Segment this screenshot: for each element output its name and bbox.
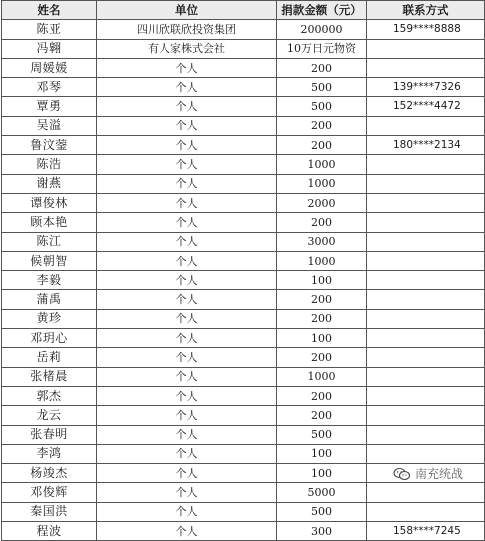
cell-name: 鲁汶蓥	[2, 136, 97, 155]
cell-name: 谭俊林	[2, 193, 97, 212]
table-row	[2, 309, 485, 328]
cell-unit: 个人	[97, 348, 277, 367]
cell-name: 冯翱	[2, 39, 97, 58]
cell-name: 张春明	[2, 425, 97, 444]
cell-name: 邓琴	[2, 78, 97, 97]
table-row	[2, 116, 485, 135]
table-row	[2, 232, 485, 251]
cell-amount: 200	[277, 213, 367, 232]
cell-unit: 个人	[97, 290, 277, 309]
cell-amount: 10万日元物资	[277, 39, 367, 58]
cell-amount: 200	[277, 386, 367, 405]
cell-amount: 300	[277, 522, 367, 541]
header-amount: 捐款金额（元）	[277, 1, 367, 20]
cell-contact	[367, 386, 485, 405]
cell-name: 龙云	[2, 406, 97, 425]
cell-unit: 个人	[97, 213, 277, 232]
table-row	[2, 367, 485, 386]
cell-contact	[367, 406, 485, 425]
cell-amount: 200	[277, 116, 367, 135]
cell-contact	[367, 116, 485, 135]
cell-name: 李鸿	[2, 444, 97, 463]
cell-contact	[367, 425, 485, 444]
table-row	[2, 406, 485, 425]
cell-amount: 1000	[277, 367, 367, 386]
cell-unit: 个人	[97, 78, 277, 97]
table-row	[2, 155, 485, 174]
cell-amount: 500	[277, 97, 367, 116]
table-body	[2, 20, 485, 541]
cell-amount: 1000	[277, 251, 367, 270]
watermark	[391, 465, 465, 482]
cell-name: 吴溢	[2, 116, 97, 135]
table-row	[2, 251, 485, 270]
cell-unit: 个人	[97, 329, 277, 348]
table-row	[2, 386, 485, 405]
cell-amount: 100	[277, 271, 367, 290]
cell-contact	[367, 309, 485, 328]
cell-contact: 139****7326	[367, 78, 485, 97]
cell-contact	[367, 174, 485, 193]
cell-unit: 个人	[97, 425, 277, 444]
cell-name: 谢燕	[2, 174, 97, 193]
table-row	[2, 483, 485, 502]
wechat-icon	[393, 467, 411, 481]
cell-amount: 200	[277, 58, 367, 77]
cell-contact: 152****4472	[367, 97, 485, 116]
cell-name: 顾本艳	[2, 213, 97, 232]
cell-name: 候朝智	[2, 251, 97, 270]
header-contact: 联系方式	[367, 1, 485, 20]
cell-amount: 200	[277, 309, 367, 328]
cell-unit: 个人	[97, 367, 277, 386]
table-row	[2, 193, 485, 212]
cell-unit: 个人	[97, 232, 277, 251]
cell-unit: 个人	[97, 309, 277, 328]
table-row	[2, 213, 485, 232]
cell-unit: 个人	[97, 97, 277, 116]
cell-amount: 200000	[277, 20, 367, 39]
cell-unit: 个人	[97, 386, 277, 405]
cell-unit: 个人	[97, 444, 277, 463]
cell-name: 陈浩	[2, 155, 97, 174]
cell-contact	[367, 348, 485, 367]
cell-contact	[367, 329, 485, 348]
cell-name: 黄珍	[2, 309, 97, 328]
cell-name: 岳莉	[2, 348, 97, 367]
header-name: 姓名	[2, 1, 97, 20]
table-row	[2, 522, 485, 541]
cell-name: 程波	[2, 522, 97, 541]
table-row	[2, 348, 485, 367]
cell-unit: 个人	[97, 251, 277, 270]
cell-name: 周媛媛	[2, 58, 97, 77]
table-row	[2, 329, 485, 348]
cell-amount: 1000	[277, 155, 367, 174]
cell-amount: 5000	[277, 483, 367, 502]
cell-amount: 1000	[277, 174, 367, 193]
cell-contact	[367, 193, 485, 212]
table-row	[2, 502, 485, 521]
cell-unit: 个人	[97, 116, 277, 135]
cell-amount: 100	[277, 444, 367, 463]
cell-contact	[367, 483, 485, 502]
table-row	[2, 20, 485, 39]
cell-contact	[367, 213, 485, 232]
cell-name: 邓玥心	[2, 329, 97, 348]
cell-contact	[367, 251, 485, 270]
cell-contact	[367, 444, 485, 463]
watermark-text: 南充统战	[414, 467, 463, 481]
cell-unit: 个人	[97, 58, 277, 77]
header-unit: 单位	[97, 1, 277, 20]
cell-name: 陈江	[2, 232, 97, 251]
cell-amount: 100	[277, 329, 367, 348]
cell-amount: 500	[277, 78, 367, 97]
cell-unit: 个人	[97, 155, 277, 174]
cell-unit: 个人	[97, 193, 277, 212]
cell-amount: 200	[277, 406, 367, 425]
table-row	[2, 136, 485, 155]
table-header	[2, 1, 485, 20]
cell-name: 覃勇	[2, 97, 97, 116]
cell-amount: 500	[277, 502, 367, 521]
cell-contact	[367, 502, 485, 521]
table-row	[2, 425, 485, 444]
cell-contact	[367, 290, 485, 309]
donation-table	[1, 0, 485, 541]
cell-contact	[367, 232, 485, 251]
cell-name: 李毅	[2, 271, 97, 290]
cell-unit: 个人	[97, 522, 277, 541]
cell-amount: 200	[277, 348, 367, 367]
cell-contact: 158****7245	[367, 522, 485, 541]
cell-name: 郭杰	[2, 386, 97, 405]
table-row	[2, 444, 485, 463]
header-row	[2, 1, 485, 20]
table-row	[2, 290, 485, 309]
table-row	[2, 97, 485, 116]
cell-contact: 159****8888	[367, 20, 485, 39]
cell-unit: 个人	[97, 406, 277, 425]
table-row	[2, 174, 485, 193]
cell-contact: 180****2134	[367, 136, 485, 155]
table-row	[2, 271, 485, 290]
cell-unit: 个人	[97, 271, 277, 290]
cell-amount: 2000	[277, 193, 367, 212]
cell-contact	[367, 155, 485, 174]
cell-amount: 3000	[277, 232, 367, 251]
cell-amount: 100	[277, 464, 367, 483]
cell-amount: 500	[277, 425, 367, 444]
cell-amount: 200	[277, 136, 367, 155]
cell-name: 杨竣杰	[2, 464, 97, 483]
cell-name: 秦国洪	[2, 502, 97, 521]
table-row	[2, 58, 485, 77]
cell-unit: 个人	[97, 502, 277, 521]
cell-amount: 200	[277, 290, 367, 309]
cell-contact	[367, 58, 485, 77]
cell-name: 陈亚	[2, 20, 97, 39]
cell-unit: 个人	[97, 136, 277, 155]
cell-contact	[367, 367, 485, 386]
cell-unit: 个人	[97, 464, 277, 483]
cell-unit: 个人	[97, 483, 277, 502]
cell-unit: 四川欣联欣投资集团	[97, 20, 277, 39]
cell-contact	[367, 271, 485, 290]
table-row	[2, 39, 485, 58]
cell-contact	[367, 39, 485, 58]
cell-name: 张楮晨	[2, 367, 97, 386]
table-row	[2, 78, 485, 97]
cell-name: 蒲禹	[2, 290, 97, 309]
cell-unit: 个人	[97, 174, 277, 193]
cell-name: 邓俊辉	[2, 483, 97, 502]
cell-unit: 有人家株式会社	[97, 39, 277, 58]
